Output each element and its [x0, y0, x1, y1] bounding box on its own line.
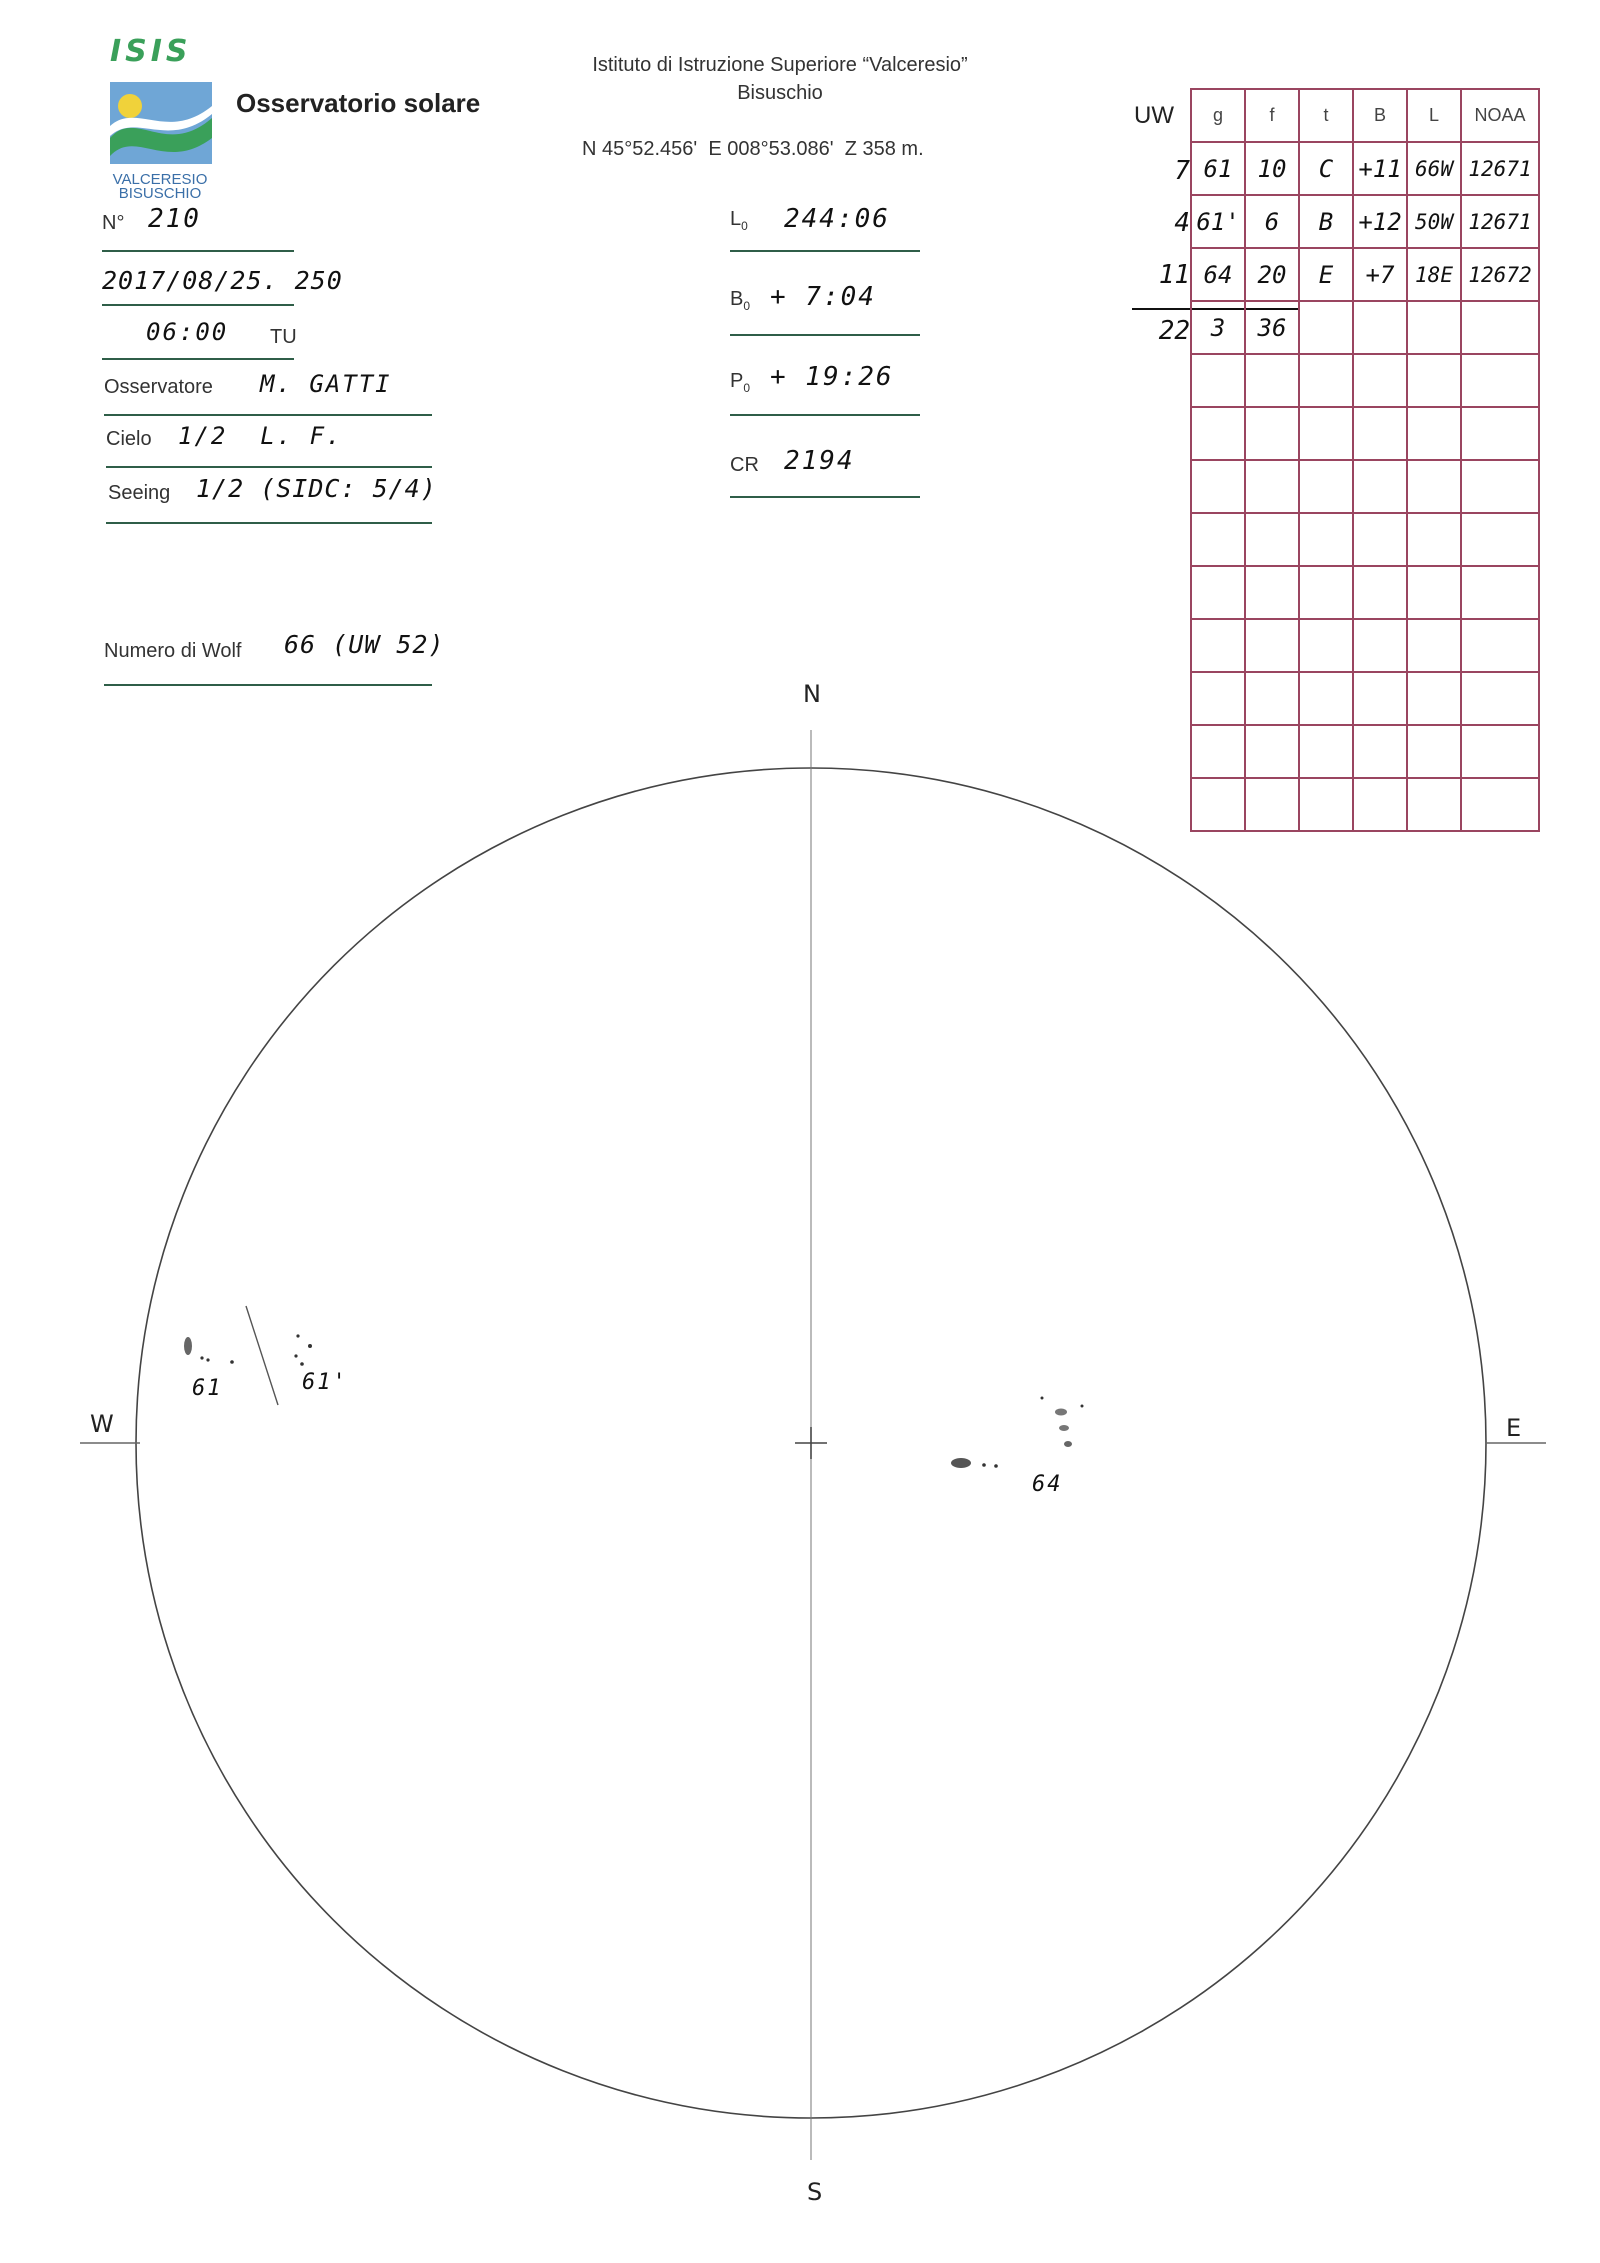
- cell-g: 61': [1191, 195, 1245, 248]
- header-noaa: NOAA: [1461, 89, 1539, 142]
- cell-f: 10: [1245, 142, 1299, 195]
- cell-b: +12: [1353, 195, 1407, 248]
- header-g: g: [1191, 89, 1245, 142]
- east-marker: E: [1506, 1414, 1522, 1442]
- logo-line-2: BISUSCHIO: [118, 185, 202, 202]
- logo-line-1: VALCERESIO: [112, 171, 208, 188]
- uw-header: UW: [1134, 102, 1174, 129]
- cell-g: 64: [1191, 248, 1245, 301]
- cell-f: 20: [1245, 248, 1299, 301]
- header-b: B: [1353, 89, 1407, 142]
- header-t: t: [1299, 89, 1353, 142]
- b0-label: $B_0$: [730, 288, 751, 313]
- cr-label: CR: [730, 454, 759, 476]
- seeing-label: Seeing: [108, 482, 171, 504]
- institute-town: Bisuschio: [737, 82, 823, 104]
- cell-g: 61: [1191, 142, 1245, 195]
- south-marker: S: [807, 2178, 823, 2206]
- group-separator-line: [246, 1306, 278, 1405]
- total-g: 3: [1191, 301, 1245, 354]
- cell-noaa: 12671: [1461, 142, 1539, 195]
- cell-t: C: [1299, 142, 1353, 195]
- observer-value: M. GATTI: [260, 370, 392, 398]
- cell-l: 66W: [1407, 142, 1461, 195]
- header-f: f: [1245, 89, 1299, 142]
- time-suffix: TU: [270, 326, 297, 348]
- cell-f: 6: [1245, 195, 1299, 248]
- cell-t: B: [1299, 195, 1353, 248]
- l0-label: $L_0$: [730, 208, 748, 233]
- cell-l: 50W: [1407, 195, 1461, 248]
- b0-value: + 7:04: [770, 282, 876, 312]
- cell-t: E: [1299, 248, 1353, 301]
- north-marker: N: [803, 680, 821, 708]
- time-value: 06:00: [146, 318, 229, 346]
- group-label-64: 64: [1032, 1472, 1063, 1497]
- number-value: 210: [148, 204, 201, 234]
- wolf-label: Numero di Wolf: [104, 640, 242, 662]
- l0-value: 244:06: [784, 204, 890, 234]
- sky-value: 1/2 L. F.: [178, 422, 343, 450]
- cell-noaa: 12671: [1461, 195, 1539, 248]
- wolf-value: 66 (UW 52): [284, 630, 445, 659]
- uw-value-row-2: 4: [1174, 208, 1190, 238]
- seeing-value: 1/2 (SIDC: 5/4): [196, 474, 437, 503]
- p0-value: + 19:26: [770, 362, 894, 392]
- sunspot-group-61: [184, 1337, 234, 1364]
- group-label-61: 61: [192, 1376, 223, 1401]
- cell-noaa: 12672: [1461, 248, 1539, 301]
- observer-label: Osservatore: [104, 376, 213, 398]
- total-f: 36: [1245, 301, 1299, 354]
- sky-label: Cielo: [106, 428, 152, 450]
- cell-l: 18E: [1407, 248, 1461, 301]
- header-l: L: [1407, 89, 1461, 142]
- number-label: N°: [102, 212, 125, 234]
- cell-b: +7: [1353, 248, 1407, 301]
- institute-name: Istituto di Istruzione Superiore “Valceresio”: [592, 54, 968, 76]
- uw-total-value: 22: [1158, 316, 1190, 346]
- west-marker: W: [90, 1410, 114, 1438]
- sunspot-group-61-prime: [294, 1334, 312, 1365]
- group-label-61-prime: 61': [302, 1370, 348, 1395]
- date-value: 2017/08/25. 250: [102, 266, 343, 295]
- uw-value-row-3: 11: [1158, 260, 1190, 290]
- logo-brand-text: ISIS: [110, 34, 192, 69]
- observatory-coordinates: N 45°52.456' E 008°53.086' Z 358 m.: [582, 138, 924, 160]
- sunspot-group-64: [951, 1397, 1084, 1469]
- p0-label: $P_0$: [730, 370, 751, 395]
- cell-b: +11: [1353, 142, 1407, 195]
- uw-value-row-1: 7: [1174, 156, 1190, 186]
- cr-value: 2194: [784, 446, 855, 476]
- observatory-title: Osservatorio solare: [236, 88, 481, 118]
